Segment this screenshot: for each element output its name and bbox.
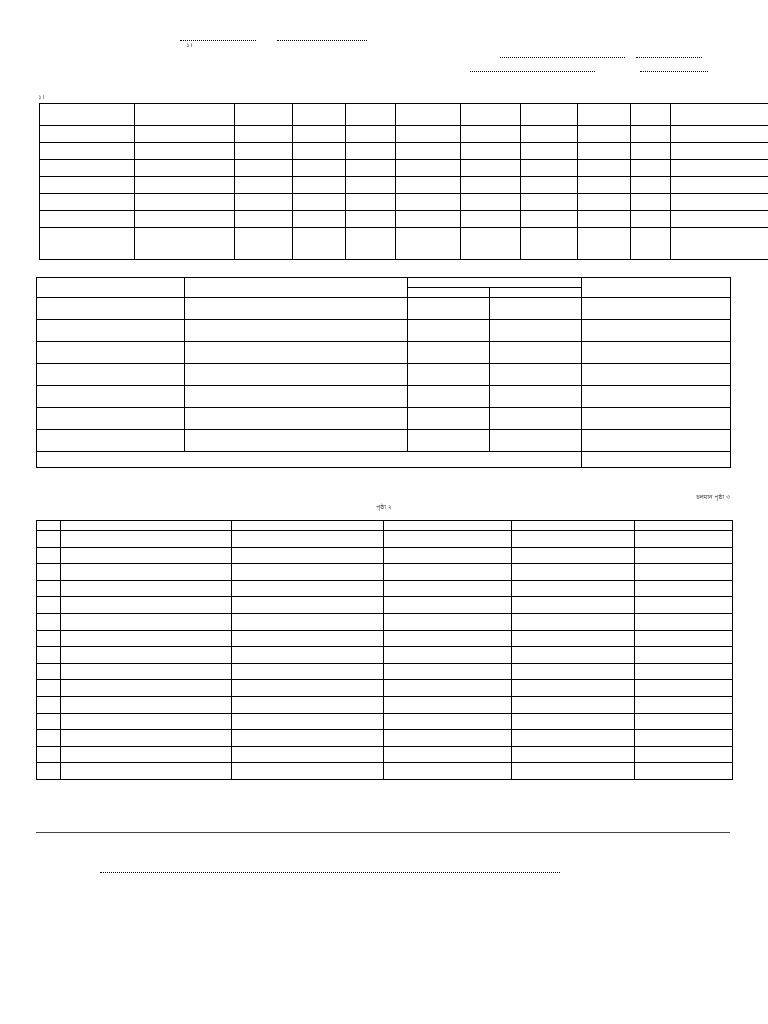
table-cell — [40, 211, 135, 228]
table-cell — [61, 680, 232, 697]
table-c-body — [37, 521, 733, 780]
table-cell — [232, 630, 384, 647]
table-cell — [37, 320, 185, 342]
table-cell — [384, 547, 512, 564]
table-cell — [61, 531, 232, 548]
table-cell — [232, 521, 384, 531]
table-cell — [635, 630, 733, 647]
table-b — [36, 277, 731, 468]
table-cell — [461, 126, 521, 143]
table-cell — [578, 160, 631, 177]
table-cell — [582, 342, 731, 364]
table-cell — [185, 320, 408, 342]
dotted-fill-line — [640, 71, 708, 72]
table-cell — [582, 452, 731, 468]
table-cell — [232, 746, 384, 763]
table-cell — [384, 680, 512, 697]
table-cell — [521, 126, 578, 143]
table-cell — [185, 364, 408, 386]
table-cell — [384, 521, 512, 531]
table-cell — [346, 104, 396, 126]
table-cell — [61, 597, 232, 614]
table-row — [40, 126, 768, 143]
table-cell — [37, 298, 185, 320]
table-cell — [40, 160, 135, 177]
table-cell — [512, 531, 635, 548]
table-cell — [37, 386, 185, 408]
table-cell — [293, 143, 346, 160]
table-a-body — [40, 104, 768, 260]
table-cell — [384, 580, 512, 597]
section-divider — [36, 832, 730, 833]
table-cell — [185, 430, 408, 452]
table-cell — [671, 211, 768, 228]
table-cell — [635, 696, 733, 713]
dotted-fill-line — [180, 40, 256, 41]
table-cell — [490, 342, 582, 364]
table-cell — [135, 211, 235, 228]
table-cell — [512, 713, 635, 730]
table-row — [40, 177, 768, 194]
table-cell — [521, 160, 578, 177]
table-b-header-row — [37, 278, 731, 288]
table-cell — [408, 298, 490, 320]
table-cell — [671, 126, 768, 143]
table-cell — [293, 177, 346, 194]
table-cell — [61, 547, 232, 564]
table-cell — [37, 531, 61, 548]
table-cell — [135, 194, 235, 211]
table-cell — [408, 430, 490, 452]
table-cell — [61, 663, 232, 680]
table-cell — [635, 763, 733, 780]
table-row — [37, 680, 733, 697]
table-cell — [37, 746, 61, 763]
table-cell — [37, 564, 61, 581]
table-row — [37, 597, 733, 614]
table-row — [37, 364, 731, 386]
table-cell — [384, 630, 512, 647]
table-cell — [578, 143, 631, 160]
table-cell — [512, 630, 635, 647]
table-cell — [61, 521, 232, 531]
table-cell — [408, 364, 490, 386]
table-cell — [232, 647, 384, 664]
dotted-fill-line — [636, 57, 702, 58]
table-cell — [408, 342, 490, 364]
table-cell — [635, 580, 733, 597]
table-cell — [490, 298, 582, 320]
section1-heading-number: ১। — [38, 94, 45, 101]
table-cell — [135, 126, 235, 143]
table-cell — [578, 177, 631, 194]
table-cell — [293, 104, 346, 126]
table-cell — [635, 746, 733, 763]
table-cell — [37, 613, 61, 630]
table-cell — [635, 713, 733, 730]
table-cell — [40, 126, 135, 143]
table-cell — [408, 288, 490, 298]
table-cell — [185, 342, 408, 364]
table-cell — [512, 647, 635, 664]
table-cell — [61, 746, 232, 763]
table-row — [37, 663, 733, 680]
table-cell — [135, 228, 235, 260]
table-cell — [512, 730, 635, 747]
table-cell — [61, 730, 232, 747]
table-row — [37, 630, 733, 647]
table-cell — [346, 228, 396, 260]
table-cell — [61, 647, 232, 664]
table-cell — [396, 194, 461, 211]
table-cell — [578, 104, 631, 126]
dotted-fill-line — [470, 71, 595, 72]
table-cell — [232, 663, 384, 680]
table-cell — [232, 580, 384, 597]
table-cell — [512, 613, 635, 630]
table-cell — [346, 194, 396, 211]
table-cell — [490, 288, 582, 298]
table-cell — [408, 278, 582, 288]
table-row — [40, 143, 768, 160]
table-cell — [490, 386, 582, 408]
table-cell — [61, 763, 232, 780]
table-cell — [582, 364, 731, 386]
table-cell — [384, 613, 512, 630]
table-cell — [396, 177, 461, 194]
table-cell — [396, 126, 461, 143]
table-cell — [61, 696, 232, 713]
table-cell — [635, 647, 733, 664]
table-cell — [232, 564, 384, 581]
table-cell — [512, 696, 635, 713]
table-cell — [37, 547, 61, 564]
table-cell — [631, 194, 671, 211]
table-row — [37, 763, 733, 780]
table-cell — [512, 680, 635, 697]
table-cell — [461, 228, 521, 260]
table-cell — [293, 160, 346, 177]
table-cell — [635, 597, 733, 614]
table-row — [37, 408, 731, 430]
table-cell — [37, 278, 185, 298]
table-cell — [37, 364, 185, 386]
table-cell — [384, 713, 512, 730]
table-row — [37, 531, 733, 548]
table-cell — [396, 211, 461, 228]
table-cell — [631, 211, 671, 228]
table-row — [40, 228, 768, 260]
table-cell — [631, 143, 671, 160]
table-cell — [384, 730, 512, 747]
table-b-total-row — [37, 452, 731, 468]
table-cell — [232, 613, 384, 630]
table-cell — [61, 580, 232, 597]
table-cell — [631, 126, 671, 143]
table-cell — [396, 228, 461, 260]
table-cell — [232, 730, 384, 747]
table-cell — [512, 580, 635, 597]
table-cell — [582, 320, 731, 342]
table-cell — [408, 320, 490, 342]
table-cell — [635, 663, 733, 680]
table-row — [40, 211, 768, 228]
table-cell — [408, 386, 490, 408]
table-cell — [635, 730, 733, 747]
page-continued-label: চলমান পৃষ্ঠা ৩ — [696, 494, 730, 501]
table-row — [37, 298, 731, 320]
table-cell — [185, 408, 408, 430]
table-cell — [37, 663, 61, 680]
table-row — [37, 386, 731, 408]
table-row — [37, 564, 733, 581]
table-cell — [631, 228, 671, 260]
table-cell — [490, 430, 582, 452]
table-cell — [40, 228, 135, 260]
table-cell — [135, 143, 235, 160]
table-cell — [521, 228, 578, 260]
table-cell — [346, 211, 396, 228]
table-row — [37, 580, 733, 597]
table-b-body — [37, 278, 731, 468]
table-c-header-row — [37, 521, 733, 531]
table-cell — [232, 531, 384, 548]
table-row — [37, 320, 731, 342]
table-cell — [384, 597, 512, 614]
table-cell — [408, 408, 490, 430]
table-cell — [235, 194, 293, 211]
table-cell — [635, 521, 733, 531]
table-cell — [384, 564, 512, 581]
table-cell — [461, 211, 521, 228]
table-c — [36, 520, 733, 780]
table-cell — [582, 278, 731, 298]
table-cell — [671, 104, 768, 126]
table-cell — [346, 143, 396, 160]
table-cell — [671, 194, 768, 211]
table-cell — [235, 177, 293, 194]
table-cell — [384, 763, 512, 780]
table-cell — [37, 408, 185, 430]
dotted-fill-line — [100, 872, 560, 873]
table-cell — [235, 104, 293, 126]
table-row — [37, 730, 733, 747]
table-cell — [37, 647, 61, 664]
table-cell — [396, 104, 461, 126]
table-cell — [37, 597, 61, 614]
table-row — [37, 746, 733, 763]
table-cell — [461, 177, 521, 194]
table-cell — [37, 580, 61, 597]
table-cell — [346, 177, 396, 194]
table-cell — [37, 763, 61, 780]
table-row — [37, 613, 733, 630]
table-cell — [37, 730, 61, 747]
table-cell — [578, 194, 631, 211]
table-cell — [512, 746, 635, 763]
table-cell — [635, 613, 733, 630]
table-cell — [37, 680, 61, 697]
table-cell — [235, 160, 293, 177]
table-cell — [40, 143, 135, 160]
table-cell — [512, 763, 635, 780]
table-cell — [61, 564, 232, 581]
table-cell — [235, 126, 293, 143]
table-row — [37, 696, 733, 713]
table-cell — [635, 564, 733, 581]
section1-number: ১। — [186, 42, 193, 49]
table-cell — [512, 597, 635, 614]
table-cell — [384, 531, 512, 548]
table-cell — [232, 597, 384, 614]
table-cell — [671, 177, 768, 194]
table-row — [37, 430, 731, 452]
table-cell — [232, 696, 384, 713]
table-cell — [631, 177, 671, 194]
table-cell — [61, 630, 232, 647]
table-cell — [671, 228, 768, 260]
table-cell — [185, 298, 408, 320]
table-cell — [635, 531, 733, 548]
table-cell — [293, 194, 346, 211]
table-row — [37, 647, 733, 664]
table-cell — [37, 713, 61, 730]
table-cell — [384, 663, 512, 680]
table-cell — [635, 680, 733, 697]
table-cell — [578, 126, 631, 143]
table-cell — [135, 160, 235, 177]
table-row — [40, 160, 768, 177]
table-row — [37, 713, 733, 730]
table-cell — [135, 177, 235, 194]
table-cell — [490, 320, 582, 342]
table-cell — [490, 408, 582, 430]
table-cell — [235, 211, 293, 228]
table-cell — [293, 211, 346, 228]
table-cell — [461, 160, 521, 177]
table-cell — [346, 126, 396, 143]
table-cell — [671, 160, 768, 177]
table-cell — [384, 647, 512, 664]
table-cell — [61, 613, 232, 630]
table-cell — [631, 104, 671, 126]
table-row — [37, 547, 733, 564]
table-cell — [135, 104, 235, 126]
page2-label: পৃষ্ঠা ২ — [376, 504, 392, 511]
table-cell — [37, 630, 61, 647]
table-cell — [293, 228, 346, 260]
table-cell — [232, 713, 384, 730]
table-cell — [461, 194, 521, 211]
table-cell — [512, 663, 635, 680]
table-cell — [235, 143, 293, 160]
table-cell — [232, 763, 384, 780]
table-cell — [396, 143, 461, 160]
table-cell — [232, 547, 384, 564]
table-cell — [232, 680, 384, 697]
table-cell — [185, 278, 408, 298]
table-cell — [512, 521, 635, 531]
table-cell — [578, 228, 631, 260]
table-cell — [384, 696, 512, 713]
table-cell — [490, 364, 582, 386]
table-cell — [293, 126, 346, 143]
table-cell — [37, 521, 61, 531]
table-cell — [521, 194, 578, 211]
table-cell — [582, 298, 731, 320]
table-cell — [582, 430, 731, 452]
table-cell — [512, 564, 635, 581]
table-cell — [235, 228, 293, 260]
table-row — [37, 342, 731, 364]
table-cell — [40, 104, 135, 126]
dotted-fill-line — [500, 57, 625, 58]
table-cell — [521, 104, 578, 126]
dotted-fill-line — [277, 40, 367, 41]
table-cell — [631, 160, 671, 177]
table-cell — [521, 211, 578, 228]
table-cell — [582, 386, 731, 408]
table-cell — [671, 143, 768, 160]
table-cell — [461, 104, 521, 126]
table-cell — [346, 160, 396, 177]
table-cell — [521, 177, 578, 194]
table-cell — [582, 408, 731, 430]
table-cell — [40, 177, 135, 194]
table-cell — [37, 452, 582, 468]
table-cell — [396, 160, 461, 177]
table-cell — [635, 547, 733, 564]
table-cell — [37, 696, 61, 713]
table-row — [40, 194, 768, 211]
table-cell — [512, 547, 635, 564]
table-cell — [461, 143, 521, 160]
table-cell — [578, 211, 631, 228]
table-cell — [61, 713, 232, 730]
table-cell — [37, 342, 185, 364]
table-cell — [384, 746, 512, 763]
table-cell — [185, 386, 408, 408]
table-a-header-row — [40, 104, 768, 126]
table-cell — [40, 194, 135, 211]
table-cell — [521, 143, 578, 160]
table-cell — [37, 430, 185, 452]
table-a — [39, 103, 768, 260]
